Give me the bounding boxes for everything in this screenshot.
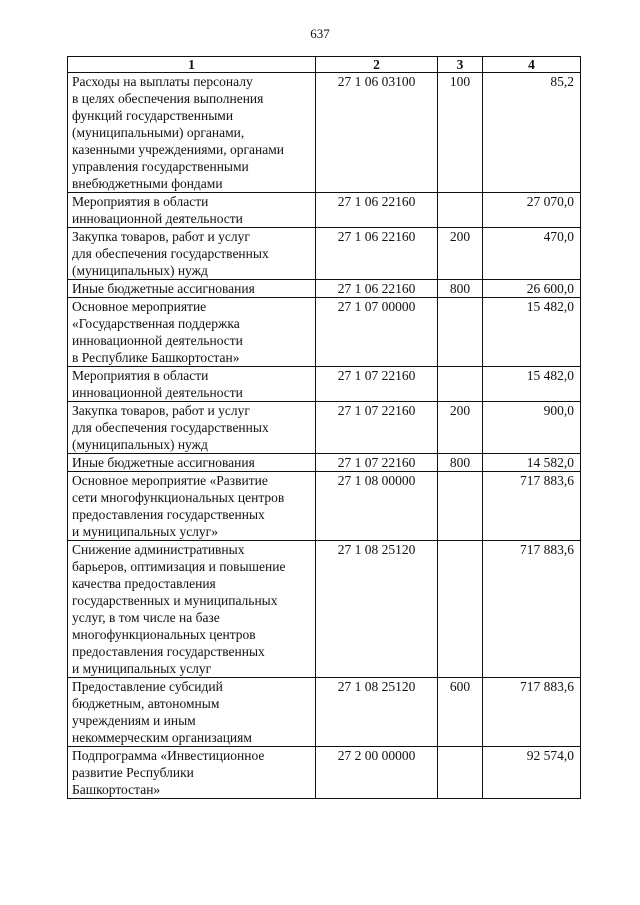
row-sum-cell: 717 883,6 <box>483 472 581 541</box>
row-expense-type-cell <box>438 367 483 402</box>
row-expense-type-cell <box>438 472 483 541</box>
row-name-cell: Предоставление субсидий бюджетным, автономным учреждениям и иным некоммерческим организациям <box>68 678 316 747</box>
row-code-cell: 27 1 07 00000 <box>316 298 438 367</box>
row-name-cell: Мероприятия в области инновационной деятельности <box>68 367 316 402</box>
row-code-cell: 27 1 08 00000 <box>316 472 438 541</box>
page-number: 637 <box>310 26 330 41</box>
row-name-cell: Подпрограмма «Инвестиционное развитие Республики Башкортостан» <box>68 747 316 799</box>
row-expense-type-cell: 600 <box>438 678 483 747</box>
row-sum-cell: 717 883,6 <box>483 541 581 678</box>
row-code-cell: 27 1 07 22160 <box>316 402 438 454</box>
row-expense-type-cell: 800 <box>438 454 483 472</box>
row-code-cell: 27 1 06 22160 <box>316 228 438 280</box>
budget-table <box>67 56 581 799</box>
column-header-expense-type: 3 <box>438 57 483 73</box>
table-row <box>68 541 581 678</box>
row-name-cell: Снижение административных барьеров, оптимизация и повышение качества предоставления государственных и муниципальных услуг, в том числе на базе многофункциональных центров предоставления государственных и муниципальных услуг <box>68 541 316 678</box>
row-sum-cell: 900,0 <box>483 402 581 454</box>
row-sum-cell: 15 482,0 <box>483 367 581 402</box>
column-header-name: 1 <box>68 57 316 73</box>
row-name-cell: Расходы на выплаты персоналу в целях обеспечения выполнения функций государственными (муниципальными) органами, казенными учреждениями, органами управления государственными внебюджетными фондами <box>68 73 316 193</box>
column-header-code: 2 <box>316 57 438 73</box>
row-name-cell: Закупка товаров, работ и услуг для обеспечения государственных (муниципальных) нужд <box>68 228 316 280</box>
row-expense-type-cell <box>438 298 483 367</box>
row-code-cell: 27 2 00 00000 <box>316 747 438 799</box>
table-row <box>68 472 581 541</box>
header-row <box>68 57 581 73</box>
table-body <box>68 73 581 799</box>
row-sum-cell: 717 883,6 <box>483 678 581 747</box>
row-name-cell: Иные бюджетные ассигнования <box>68 280 316 298</box>
row-code-cell: 27 1 07 22160 <box>316 454 438 472</box>
row-expense-type-cell: 800 <box>438 280 483 298</box>
row-code-cell: 27 1 08 25120 <box>316 678 438 747</box>
row-sum-cell: 92 574,0 <box>483 747 581 799</box>
row-sum-cell: 26 600,0 <box>483 280 581 298</box>
row-expense-type-cell: 200 <box>438 228 483 280</box>
table-row <box>68 678 581 747</box>
table-row <box>68 73 581 193</box>
table-row <box>68 367 581 402</box>
row-sum-cell: 27 070,0 <box>483 193 581 228</box>
row-name-cell: Основное мероприятие «Государственная поддержка инновационной деятельности в Республике Башкортостан» <box>68 298 316 367</box>
row-expense-type-cell <box>438 541 483 678</box>
row-expense-type-cell <box>438 747 483 799</box>
row-sum-cell: 470,0 <box>483 228 581 280</box>
row-expense-type-cell <box>438 193 483 228</box>
table-row <box>68 193 581 228</box>
row-code-cell: 27 1 07 22160 <box>316 367 438 402</box>
table-row <box>68 402 581 454</box>
column-header-sum: 4 <box>483 57 581 73</box>
row-name-cell: Закупка товаров, работ и услуг для обеспечения государственных (муниципальных) нужд <box>68 402 316 454</box>
row-expense-type-cell: 100 <box>438 73 483 193</box>
row-code-cell: 27 1 06 22160 <box>316 193 438 228</box>
row-sum-cell: 14 582,0 <box>483 454 581 472</box>
row-expense-type-cell: 200 <box>438 402 483 454</box>
row-name-cell: Основное мероприятие «Развитие сети многофункциональных центров предоставления государственных и муниципальных услуг» <box>68 472 316 541</box>
row-sum-cell: 85,2 <box>483 73 581 193</box>
table-row <box>68 280 581 298</box>
row-code-cell: 27 1 06 22160 <box>316 280 438 298</box>
table-row <box>68 747 581 799</box>
table-row <box>68 454 581 472</box>
table-row <box>68 298 581 367</box>
table-row <box>68 228 581 280</box>
row-code-cell: 27 1 06 03100 <box>316 73 438 193</box>
row-name-cell: Иные бюджетные ассигнования <box>68 454 316 472</box>
row-sum-cell: 15 482,0 <box>483 298 581 367</box>
row-code-cell: 27 1 08 25120 <box>316 541 438 678</box>
row-name-cell: Мероприятия в области инновационной деятельности <box>68 193 316 228</box>
